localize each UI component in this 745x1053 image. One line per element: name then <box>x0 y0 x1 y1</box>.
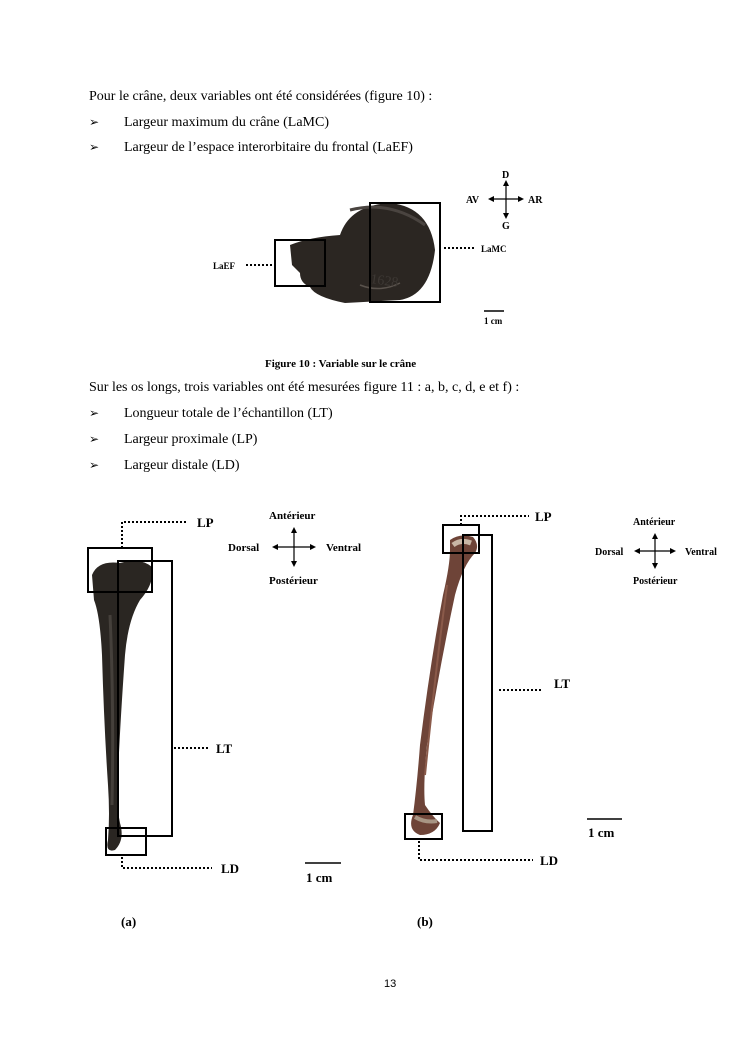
ld-leader <box>122 857 212 868</box>
label-lt: LT <box>216 741 233 756</box>
scale-label: 1 cm <box>588 825 615 840</box>
intro-skull-text: Pour le crâne, deux variables ont été considérées (figure 10) : <box>89 89 433 104</box>
arrow-bullet-icon: ➢ <box>89 458 100 472</box>
label-lp: LP <box>535 509 552 524</box>
label-ld: LD <box>221 861 240 876</box>
list-item <box>89 406 333 422</box>
list-item <box>89 115 329 131</box>
bone-variable-lt: Longueur totale de l’échantillon (LT) <box>124 406 333 421</box>
arrow-bullet-icon: ➢ <box>89 140 100 154</box>
list-item <box>89 432 257 448</box>
bone-variable-lp: Largeur proximale (LP) <box>124 432 258 447</box>
label-lamc: LaMC <box>481 244 507 254</box>
arrow-bullet-icon: ➢ <box>89 406 100 420</box>
bone-variable-ld: Largeur distale (LD) <box>124 458 240 473</box>
intro-bones-text: Sur les os longs, trois variables ont été mesurées figure 11 : a, b, c, d, e et f) : <box>89 380 520 395</box>
arrow-bullet-icon: ➢ <box>89 115 100 129</box>
list-item <box>89 140 413 156</box>
ld-leader <box>419 841 533 860</box>
panel-label-b: (b) <box>417 914 433 929</box>
label-laef: LaEF <box>213 261 236 271</box>
figure-10-skull <box>200 165 560 330</box>
lp-leader <box>461 516 529 525</box>
orientation-ventral: Ventral <box>685 547 717 558</box>
figure-11a-bone <box>80 505 380 895</box>
orientation-cross-icon <box>272 527 316 567</box>
orientation-d: D <box>502 170 510 181</box>
figure-10-caption: Figure 10 : Variable sur le crâne <box>265 358 417 370</box>
orientation-cross-icon <box>634 533 676 569</box>
skull-image <box>290 203 435 303</box>
list-item <box>89 458 240 474</box>
skull-variable-lamc: Largeur maximum du crâne (LaMC) <box>124 115 330 130</box>
figure-11b-bone <box>395 505 735 875</box>
orientation-dorsal: Dorsal <box>595 547 624 558</box>
orientation-dorsal: Dorsal <box>228 542 260 554</box>
label-ld: LD <box>540 853 559 868</box>
skull-variable-laef: Largeur de l’espace interorbitaire du frontal (LaEF) <box>124 140 413 155</box>
orientation-g: G <box>502 221 510 232</box>
label-lt: LT <box>554 676 571 691</box>
arrow-bullet-icon: ➢ <box>89 432 100 446</box>
orientation-ventral: Ventral <box>326 542 362 554</box>
orientation-av: AV <box>466 195 480 206</box>
scale-label: 1 cm <box>306 870 333 885</box>
lp-leader <box>122 522 188 548</box>
orientation-anterieur: Antérieur <box>633 517 676 528</box>
panel-label-a: (a) <box>121 914 137 929</box>
lt-box <box>463 535 492 831</box>
orientation-ar: AR <box>528 195 543 206</box>
svg-text:1628: 1628 <box>369 272 400 291</box>
bone-a-image <box>92 561 153 851</box>
scale-label: 1 cm <box>484 316 503 326</box>
page-number: 13 <box>384 978 397 990</box>
orientation-anterieur: Antérieur <box>269 510 316 522</box>
bone-b-image <box>411 536 477 835</box>
orientation-posterieur: Postérieur <box>633 576 678 587</box>
orientation-posterieur: Postérieur <box>269 575 318 587</box>
orientation-cross-icon <box>488 180 524 219</box>
label-lp: LP <box>197 515 214 530</box>
